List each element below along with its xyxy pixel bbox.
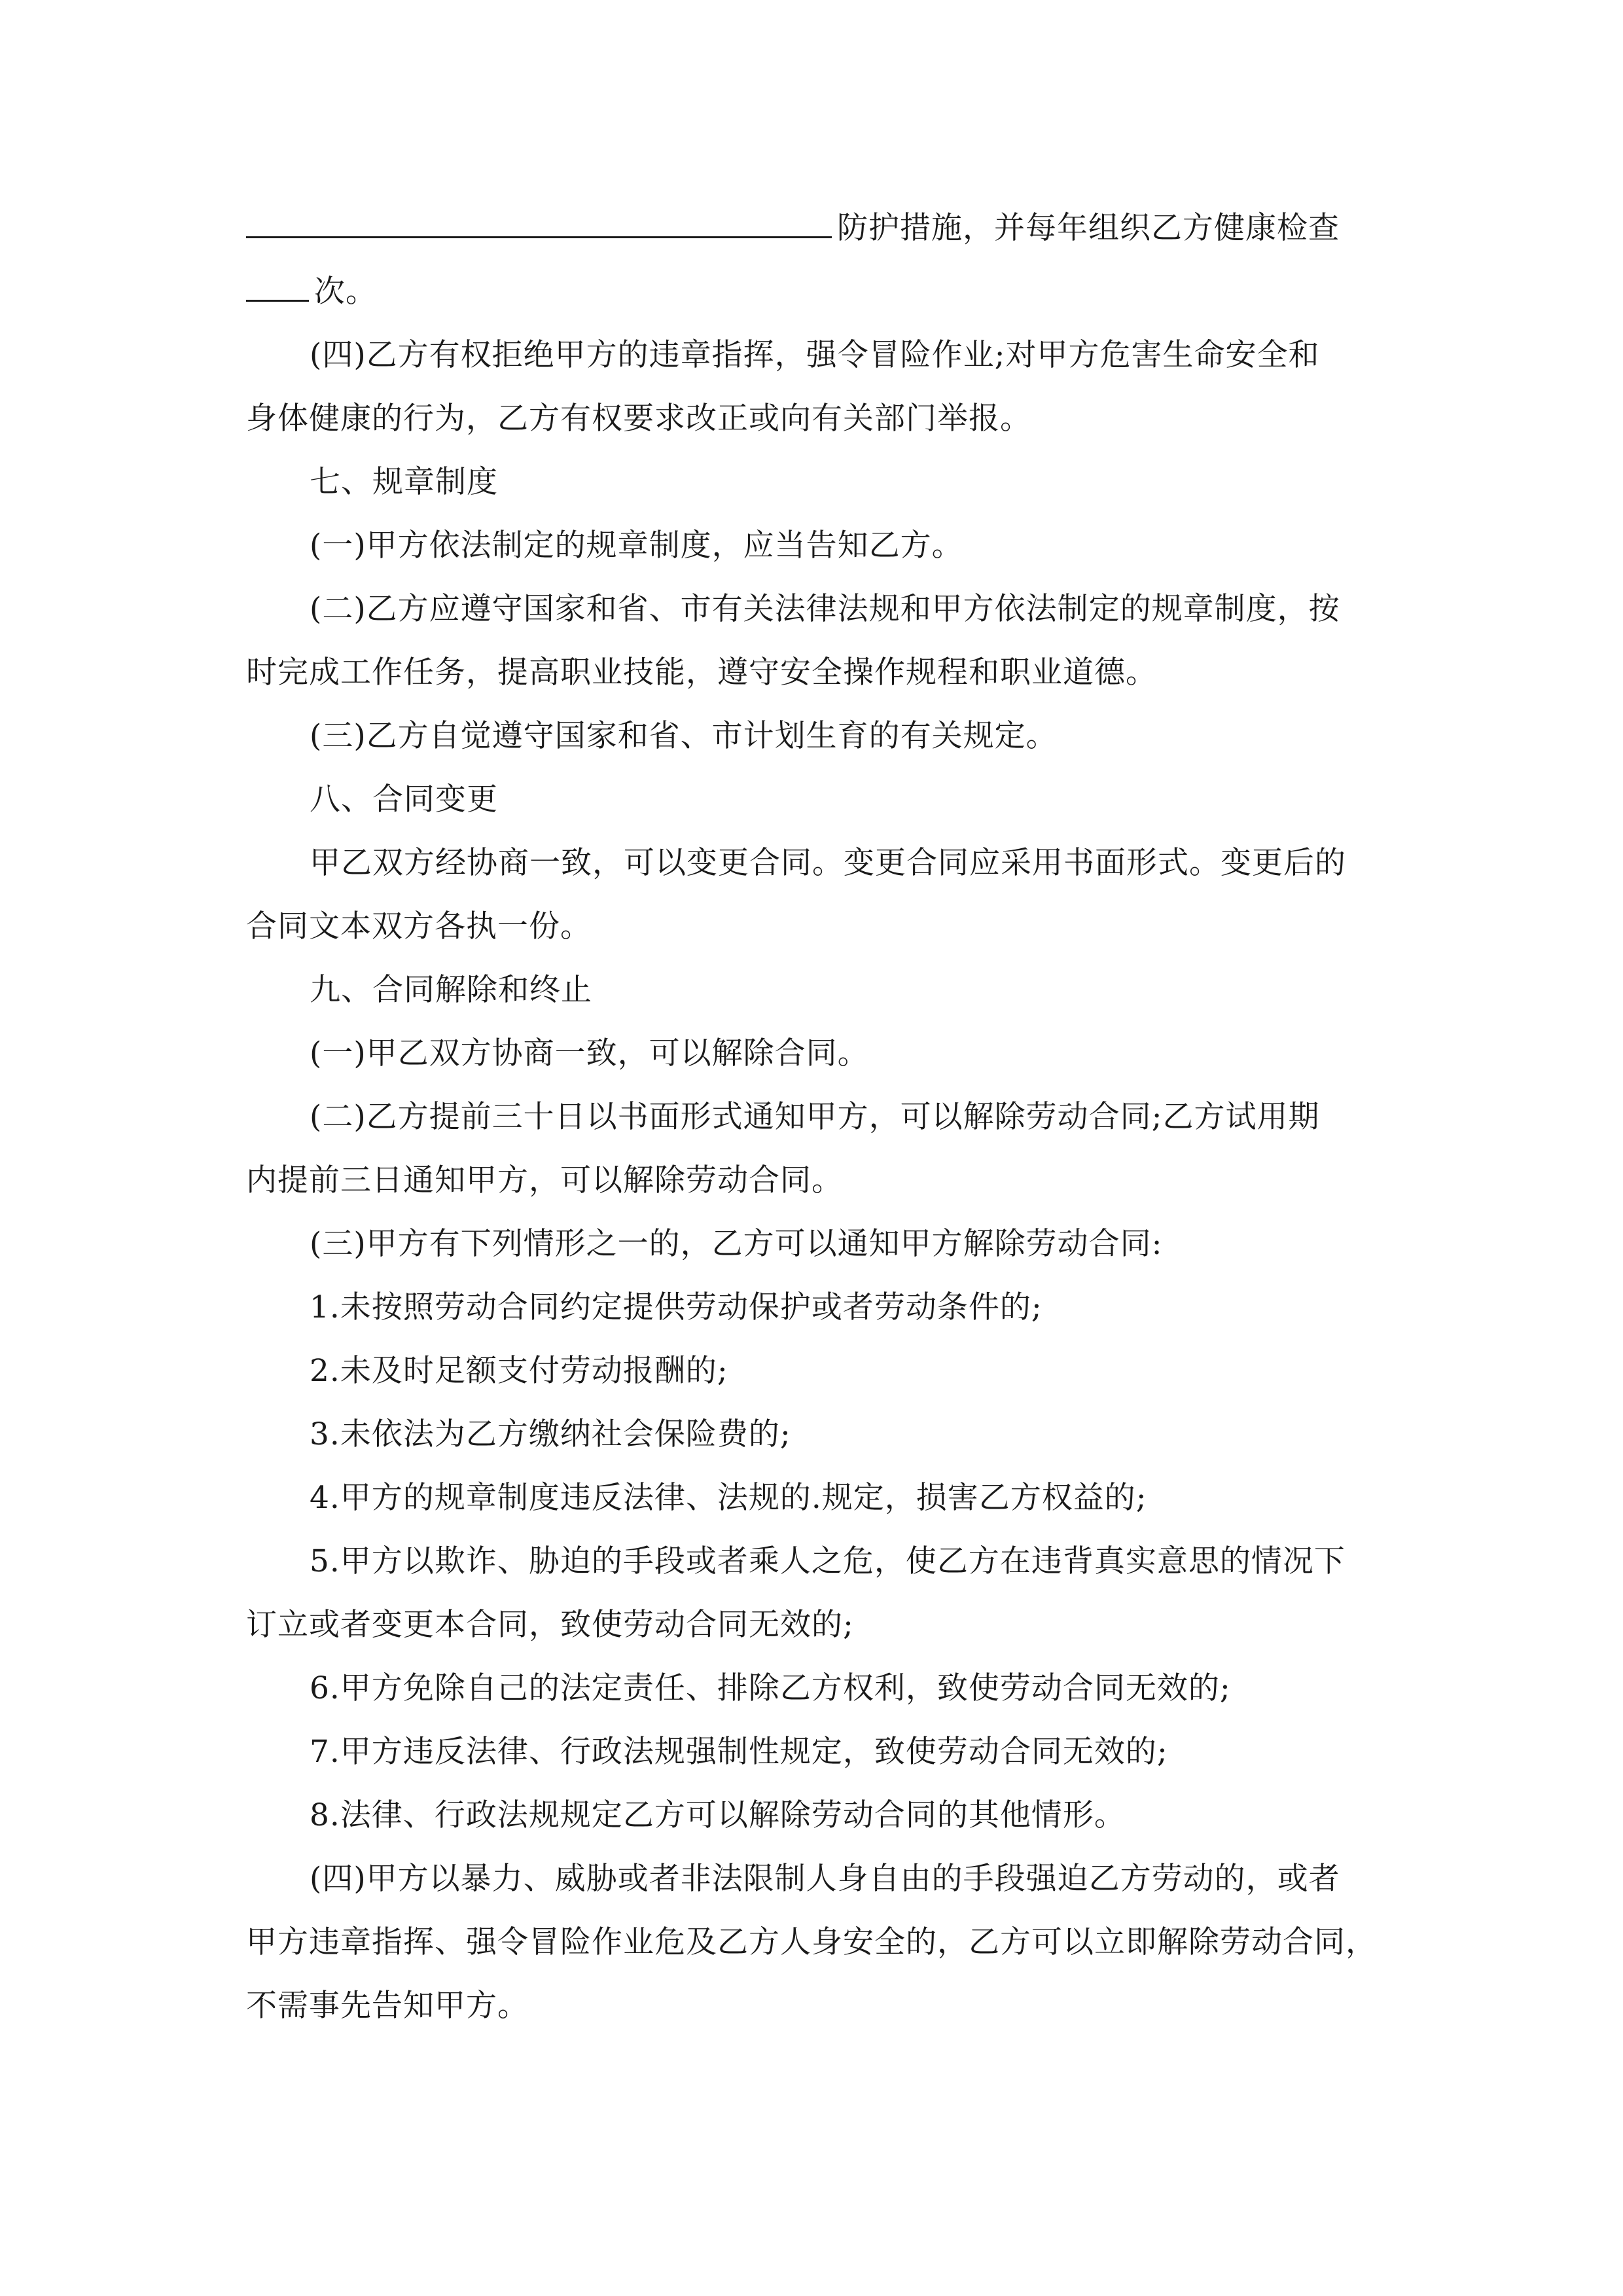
line-text: (三)乙方自觉遵守国家和省、市计划生育的有关规定。 xyxy=(310,718,1058,754)
line-text: 内提前三日通知甲方，可以解除劳动合同。 xyxy=(246,1162,843,1198)
line-text: (一)甲方依法制定的规章制度，应当告知乙方。 xyxy=(310,528,963,564)
paragraph-start-line xyxy=(246,1022,1378,1085)
paragraph-start-line xyxy=(246,323,1378,387)
list-item-text: 1.未按照劳动合同约定提供劳动保护或者劳动条件的; xyxy=(310,1289,1043,1325)
list-item-text: 4.甲方的规章制度违反法律、法规的.规定，损害乙方权益的; xyxy=(310,1480,1147,1516)
line-text: 时完成工作任务，提高职业技能，遵守安全操作规程和职业道德。 xyxy=(246,655,1157,691)
line-text: 身体健康的行为，乙方有权要求改正或向有关部门举报。 xyxy=(246,401,1031,437)
line-text: 订立或者变更本合同，致使劳动合同无效的; xyxy=(246,1607,854,1643)
text-line xyxy=(246,1593,1378,1657)
paragraph-start-line xyxy=(246,1847,1378,1910)
paragraph-start-line xyxy=(246,831,1378,895)
line-text: 甲乙双方经协商一致，可以变更合同。变更合同应采用书面形式。变更后的 xyxy=(310,845,1346,881)
heading-text: 八、合同变更 xyxy=(310,781,498,817)
line-text: (一)甲乙双方协商一致，可以解除合同。 xyxy=(310,1035,869,1071)
list-item-text: 8.法律、行政法规规定乙方可以解除劳动合同的其他情形。 xyxy=(310,1797,1126,1833)
text-line xyxy=(246,1910,1378,1974)
text-line xyxy=(246,1149,1378,1212)
fill-in-blank xyxy=(246,266,309,302)
line-text: (四)乙方有权拒绝甲方的违章指挥，强令冒险作业;对甲方危害生命安全和 xyxy=(310,337,1320,373)
list-item-text: 5.甲方以欺诈、胁迫的手段或者乘人之危，使乙方在违背真实意思的情况下 xyxy=(310,1543,1346,1579)
heading-text: 七、规章制度 xyxy=(310,464,498,500)
list-item xyxy=(246,1403,1378,1466)
line-text: 甲方违章指挥、强令冒险作业危及乙方人身安全的，乙方可以立即解除劳动合同， xyxy=(246,1924,1377,1960)
fill-in-blank xyxy=(246,202,832,238)
line-text: 合同文本双方各执一份。 xyxy=(246,908,592,944)
list-item xyxy=(246,1530,1378,1593)
list-item-text: 6.甲方免除自己的法定责任、排除乙方权利，致使劳动合同无效的; xyxy=(310,1670,1231,1706)
document-body xyxy=(246,196,1378,2037)
list-item xyxy=(246,1276,1378,1339)
list-item xyxy=(246,1466,1378,1530)
list-item xyxy=(246,1720,1378,1784)
list-item-text: 3.未依法为乙方缴纳社会保险费的; xyxy=(310,1416,791,1452)
paragraph-start-line xyxy=(246,514,1378,577)
text-line xyxy=(246,196,1378,260)
paragraph-start-line xyxy=(246,704,1378,768)
paragraph-start-line xyxy=(246,1212,1378,1276)
text-line xyxy=(246,387,1378,450)
list-item xyxy=(246,1784,1378,1847)
heading-text: 九、合同解除和终止 xyxy=(310,972,592,1008)
text-line xyxy=(246,1974,1378,2037)
line-text: 次。 xyxy=(314,274,377,310)
paragraph-start-line xyxy=(246,1085,1378,1149)
text-line xyxy=(246,641,1378,704)
list-item-text: 2.未及时足额支付劳动报酬的; xyxy=(310,1353,728,1389)
section-heading xyxy=(246,958,1378,1022)
line-text: (四)甲方以暴力、威胁或者非法限制人身自由的手段强迫乙方劳动的，或者 xyxy=(310,1861,1340,1897)
text-line xyxy=(246,260,1378,323)
text-line xyxy=(246,895,1378,958)
list-item xyxy=(246,1657,1378,1720)
line-text: (三)甲方有下列情形之一的，乙方可以通知甲方解除劳动合同: xyxy=(310,1226,1163,1262)
section-heading xyxy=(246,450,1378,514)
list-item xyxy=(246,1339,1378,1403)
line-text: (二)乙方提前三十日以书面形式通知甲方，可以解除劳动合同;乙方试用期 xyxy=(310,1099,1320,1135)
line-text: (二)乙方应遵守国家和省、市有关法律法规和甲方依法制定的规章制度，按 xyxy=(310,591,1340,627)
paragraph-start-line xyxy=(246,577,1378,641)
line-text: 防护措施，并每年组织乙方健康检查 xyxy=(837,210,1340,246)
section-heading xyxy=(246,768,1378,831)
list-item-text: 7.甲方违反法律、行政法规强制性规定，致使劳动合同无效的; xyxy=(310,1734,1168,1770)
line-text: 不需事先告知甲方。 xyxy=(246,1988,529,2024)
